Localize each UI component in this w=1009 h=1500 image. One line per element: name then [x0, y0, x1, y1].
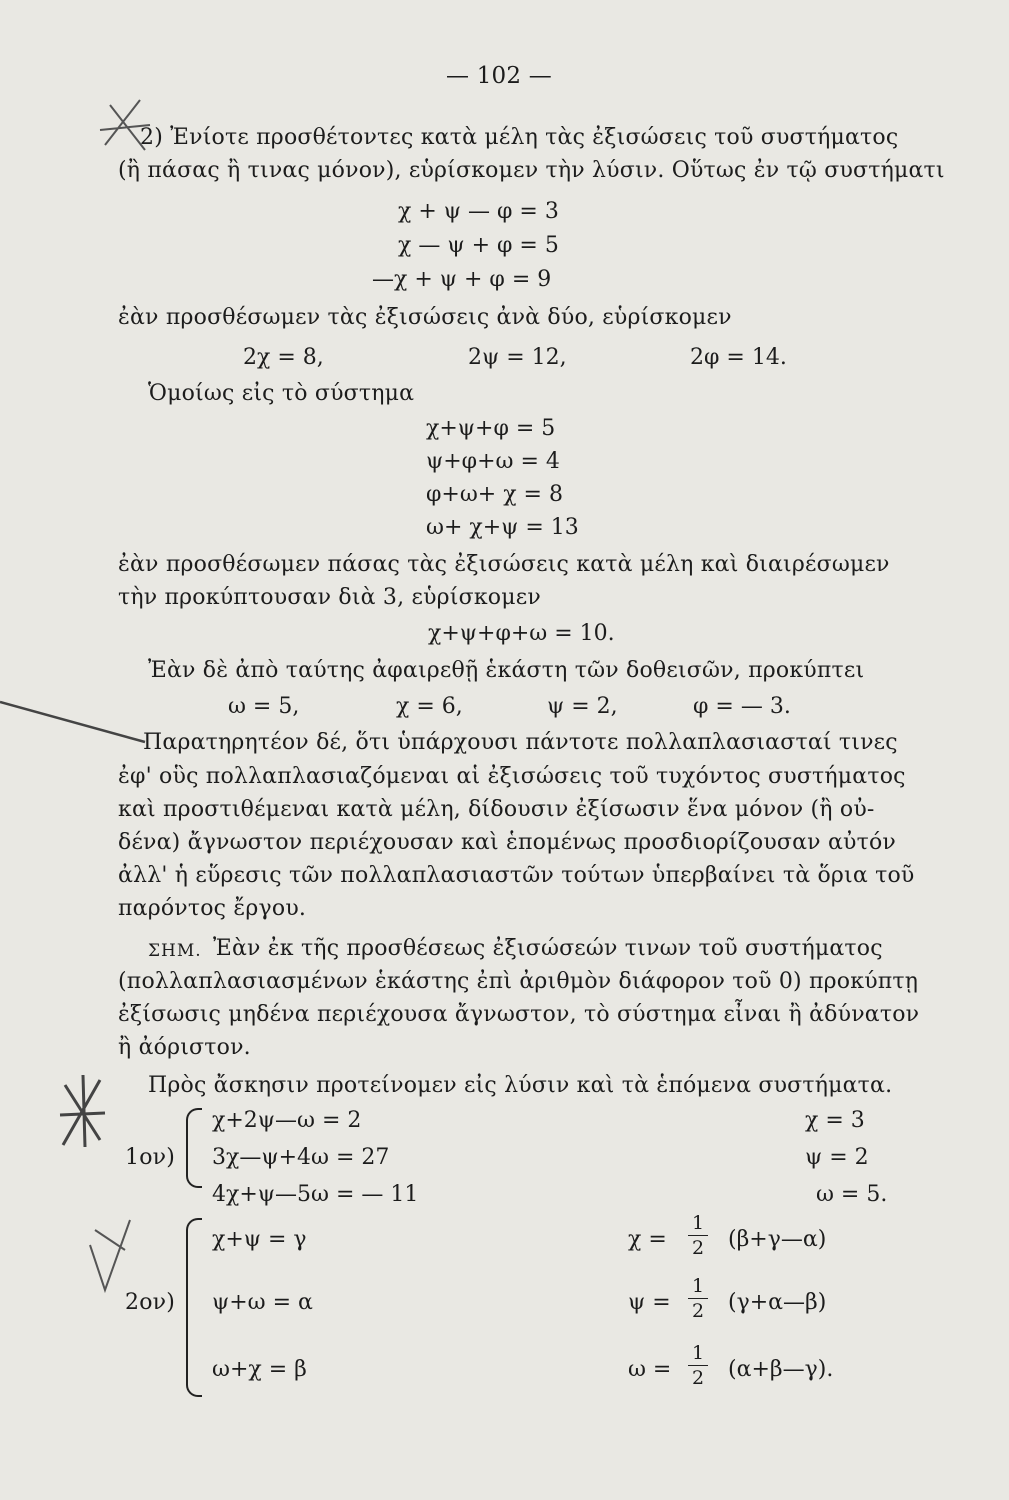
exercise-2-answer-1-rest: (β+γ—α) [728, 1227, 827, 1252]
paragraph-2-line-1: 2) Ἐνίοτε προσθέτοντες κατὰ μέλη τὰς ἐξισώσεις τοῦ συστήματος [140, 125, 899, 150]
exercise-1-answer-1: χ = 3 [805, 1108, 865, 1133]
paragraph-2-line-2: (ἢ πάσας ἢ τινας μόνον), εὑρίσκομεν τὴν λύσιν. Οὕτως ἐν τῷ συστήματι [118, 158, 945, 183]
exercise-1-brace [186, 1108, 202, 1188]
fraction-numerator: 1 [691, 1342, 705, 1364]
note-line-4: δένα) ἄγνωστον περιέχουσαν καὶ ἑπομένως προσδιορίζουσαν αὐτόν [118, 830, 896, 855]
exercise-2-answer-1-var: χ = [628, 1227, 667, 1252]
exercise-1-eq-3: 4χ+ψ—5ω = — 11 [212, 1182, 419, 1207]
system-a-eq-2: χ — ψ + φ = 5 [398, 233, 559, 258]
note-line-3: καὶ προστιθέμεναι κατὰ μέλη, δίδουσιν ἐξίσωσιν ἕνα μόνον (ἢ οὐ- [118, 797, 875, 822]
text-add-two: ἐὰν προσθέσωμεν τὰς ἐξισώσεις ἀνὰ δύο, εὑρίσκομεν [118, 305, 732, 330]
system-b-eq-2: ψ+φ+ω = 4 [426, 449, 560, 474]
exercise-1-eq-1: χ+2ψ—ω = 2 [212, 1108, 362, 1133]
exercise-2-answer-3-rest: (α+β—γ). [728, 1357, 834, 1382]
system-b-eq-4: ω+ χ+ψ = 13 [426, 515, 579, 540]
text-add-all-line-2: τὴν προκύπτουσαν διὰ 3, εὑρίσκομεν [118, 585, 541, 610]
exercise-2-eq-2: ψ+ω = α [212, 1290, 313, 1315]
text-subtract: Ἐὰν δὲ ἀπὸ ταύτης ἀφαιρεθῇ ἑκάστη τῶν δοθεισῶν, προκύπτει [148, 658, 865, 683]
system-b-eq-1: χ+ψ+φ = 5 [426, 416, 556, 441]
exercise-2-answer-3-var: ω = [628, 1357, 672, 1382]
exercise-2-brace [186, 1218, 202, 1397]
pencil-line-icon [0, 690, 150, 750]
exercise-1-answer-2: ψ = 2 [805, 1145, 869, 1170]
exercise-2-answer-1-fraction [688, 1212, 708, 1259]
page-number: — 102 — [446, 63, 552, 89]
sum-equation: χ+ψ+φ+ω = 10. [428, 621, 615, 646]
fraction-numerator: 1 [691, 1275, 705, 1297]
system-a-eq-3: —χ + ψ + φ = 9 [372, 267, 552, 292]
text-add-all-line-1: ἐὰν προσθέσωμεν πάσας τὰς ἐξισώσεις κατὰ μέλη καὶ διαιρέσωμεν [118, 552, 890, 577]
note-line-1: Παρατηρητέον δέ, ὅτι ὑπάρχουσι πάντοτε πολλαπλασιασταί τινες [143, 730, 898, 755]
exercise-1-eq-2: 3χ—ψ+4ω = 27 [212, 1145, 390, 1170]
exercise-2-answer-2-fraction [688, 1275, 708, 1322]
note-line-2: ἐφ' οὓς πολλαπλασιαζόμεναι αἱ ἐξισώσεις τοῦ τυχόντος συστήματος [118, 764, 906, 789]
exercise-2-answer-3-fraction [688, 1342, 708, 1389]
exercise-2-label: 2ον) [125, 1290, 175, 1315]
system-b-eq-3: φ+ω+ χ = 8 [426, 482, 563, 507]
note-line-5: ἀλλ' ἡ εὕρεσις τῶν πολλαπλασιαστῶν τούτων ὑπερβαίνει τὰ ὅρια τοῦ [118, 863, 915, 888]
result-b-1: ω = 5, [228, 694, 300, 719]
fraction-denominator: 2 [691, 1237, 705, 1259]
remark-line-4: ἢ ἀόριστον. [118, 1035, 251, 1060]
fraction-numerator: 1 [691, 1212, 705, 1234]
text-similarly: Ὁμοίως εἰς τὸ σύστημα [148, 381, 415, 406]
exercise-intro: Πρὸς ἄσκησιν προτείνομεν εἰς λύσιν καὶ τὰ ἑπόμενα συστήματα. [148, 1073, 893, 1098]
exercise-2-eq-1: χ+ψ = γ [212, 1227, 307, 1252]
remark-line-3: ἐξίσωσις μηδένα περιέχουσα ἄγνωστον, τὸ σύστημα εἶναι ἢ ἀδύνατον [118, 1002, 920, 1027]
note-line-6: παρόντος ἔργου. [118, 896, 307, 921]
result-b-2: χ = 6, [396, 694, 463, 719]
result-b-4: φ = — 3. [693, 694, 791, 719]
result-b-3: ψ = 2, [547, 694, 618, 719]
result-a-3: 2φ = 14. [690, 345, 787, 370]
result-a-2: 2ψ = 12, [468, 345, 567, 370]
remark-line-1: Ἐὰν ἐκ τῆς προσθέσεως ἐξισώσεών τινων τοῦ συστήματος [213, 936, 883, 961]
fraction-denominator: 2 [691, 1367, 705, 1389]
remark-label: ΣΗΜ. [148, 941, 202, 961]
result-a-1: 2χ = 8, [243, 345, 324, 370]
exercise-2-eq-3: ω+χ = β [212, 1357, 307, 1382]
pencil-cross-icon [55, 1075, 110, 1150]
exercise-2-answer-2-rest: (γ+α—β) [728, 1290, 827, 1315]
remark-line-2: (πολλαπλασιασμένων ἑκάστης ἐπὶ ἀριθμὸν διάφορον τοῦ 0) προκύπτῃ [118, 969, 919, 994]
pencil-tick-icon [85, 1215, 135, 1300]
fraction-denominator: 2 [691, 1300, 705, 1322]
exercise-2-answer-2-var: ψ = [628, 1290, 671, 1315]
exercise-1-answer-3: ω = 5. [816, 1182, 888, 1207]
exercise-1-label: 1ον) [125, 1145, 175, 1170]
system-a-eq-1: χ + ψ — φ = 3 [398, 199, 559, 224]
